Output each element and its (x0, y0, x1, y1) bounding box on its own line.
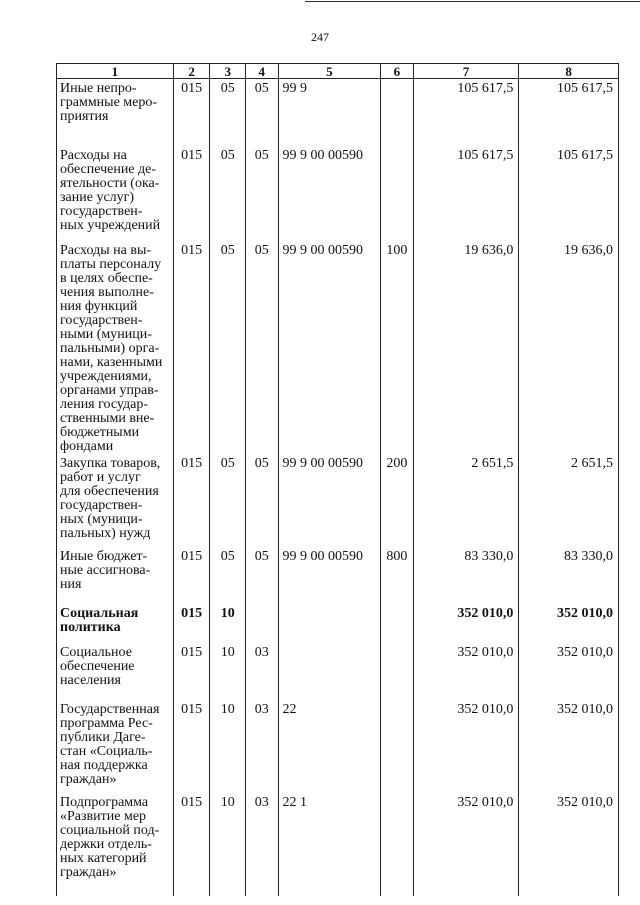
cell-expense-type: 100 (381, 241, 414, 454)
cell-section: 05 (210, 547, 246, 604)
cell-expense-type: 800 (381, 547, 414, 604)
table-body (57, 79, 619, 897)
cell-amount-col8: 352 010,0 (519, 793, 619, 896)
cell-target-article: 99 9 00 00590 (278, 454, 381, 547)
row-label: Социальное обеспечение населения (57, 643, 174, 700)
col-header-7: 7 (413, 64, 519, 79)
col-header-4: 4 (246, 64, 279, 79)
cell-section: 05 (210, 241, 246, 454)
row-label: Подпрограмма «Развитие мер социальной под- держки отдель- ных категорий граждан» (57, 793, 174, 896)
cell-subsection: 05 (246, 547, 279, 604)
cell-amount-col7: 352 010,0 (413, 604, 519, 643)
cell-amount-col7: 2 651,5 (413, 454, 519, 547)
col-header-8: 8 (519, 64, 619, 79)
row-label: Расходы на обеспечение де- ятельности (ока- зание услуг) государствен- ных учреждений (57, 146, 174, 241)
table-row (57, 700, 619, 793)
cell-amount-col8: 105 617,5 (519, 146, 619, 241)
cell-subsection: 05 (246, 146, 279, 241)
col-header-1: 1 (57, 64, 174, 79)
budget-table (56, 63, 619, 896)
cell-amount-col8: 105 617,5 (519, 79, 619, 147)
top-rule (305, 1, 640, 2)
table-row (57, 79, 619, 147)
cell-expense-type (381, 643, 414, 700)
table-row (57, 793, 619, 896)
cell-expense-type (381, 793, 414, 896)
table-row (57, 241, 619, 454)
col-header-6: 6 (381, 64, 414, 79)
cell-amount-col7: 352 010,0 (413, 700, 519, 793)
cell-target-article (278, 643, 381, 700)
row-label: Государственная программа Рес- публики Даге- стан «Социаль- ная поддержка граждан» (57, 700, 174, 793)
cell-target-article: 99 9 (278, 79, 381, 147)
cell-amount-col8: 352 010,0 (519, 643, 619, 700)
cell-target-article: 22 1 (278, 793, 381, 896)
cell-target-article: 99 9 00 00590 (278, 241, 381, 454)
cell-section: 10 (210, 643, 246, 700)
row-label: Расходы на вы- платы персоналу в целях обеспе- чения выполне- ния функций государствен- ными (муници- пальными) орга- нами, казенными учреждениями, органами управ- ления государ- ственными вне- бюджетными фондами (57, 241, 174, 454)
cell-section: 05 (210, 79, 246, 147)
cell-expense-type (381, 79, 414, 147)
col-header-3: 3 (210, 64, 246, 79)
cell-subsection: 05 (246, 79, 279, 147)
header-row (57, 64, 619, 79)
cell-amount-col8: 2 651,5 (519, 454, 619, 547)
cell-amount-col8: 352 010,0 (519, 700, 619, 793)
cell-target-article: 22 (278, 700, 381, 793)
cell-amount-col7: 19 636,0 (413, 241, 519, 454)
cell-ministry-code: 015 (173, 454, 210, 547)
cell-amount-col8: 19 636,0 (519, 241, 619, 454)
cell-amount-col8: 352 010,0 (519, 604, 619, 643)
cell-expense-type: 200 (381, 454, 414, 547)
table-row (57, 547, 619, 604)
cell-target-article (278, 604, 381, 643)
cell-subsection: 05 (246, 241, 279, 454)
cell-ministry-code: 015 (173, 146, 210, 241)
table-row (57, 454, 619, 547)
cell-section: 10 (210, 793, 246, 896)
cell-amount-col7: 105 617,5 (413, 146, 519, 241)
cell-section: 05 (210, 454, 246, 547)
cell-ministry-code: 015 (173, 241, 210, 454)
col-header-2: 2 (173, 64, 210, 79)
row-label: Иные бюджет- ные ассигнова- ния (57, 547, 174, 604)
cell-expense-type (381, 700, 414, 793)
cell-amount-col7: 352 010,0 (413, 643, 519, 700)
cell-section: 10 (210, 604, 246, 643)
cell-amount-col7: 105 617,5 (413, 79, 519, 147)
table-row (57, 643, 619, 700)
cell-ministry-code: 015 (173, 643, 210, 700)
page-number: 247 (311, 30, 329, 44)
cell-amount-col8: 83 330,0 (519, 547, 619, 604)
cell-section: 05 (210, 146, 246, 241)
cell-expense-type (381, 146, 414, 241)
cell-amount-col7: 352 010,0 (413, 793, 519, 896)
cell-ministry-code: 015 (173, 547, 210, 604)
cell-target-article: 99 9 00 00590 (278, 146, 381, 241)
cell-subsection: 03 (246, 643, 279, 700)
cell-ministry-code: 015 (173, 793, 210, 896)
cell-subsection: 03 (246, 700, 279, 793)
table-row (57, 146, 619, 241)
cell-amount-col7: 83 330,0 (413, 547, 519, 604)
cell-subsection: 05 (246, 454, 279, 547)
row-label: Иные непро- граммные меро- приятия (57, 79, 174, 147)
col-header-5: 5 (278, 64, 381, 79)
cell-ministry-code: 015 (173, 700, 210, 793)
cell-ministry-code: 015 (173, 604, 210, 643)
cell-expense-type (381, 604, 414, 643)
cell-section: 10 (210, 700, 246, 793)
cell-subsection (246, 604, 279, 643)
row-label: Социальная политика (57, 604, 174, 643)
cell-subsection: 03 (246, 793, 279, 896)
table-row (57, 604, 619, 643)
cell-ministry-code: 015 (173, 79, 210, 147)
cell-target-article: 99 9 00 00590 (278, 547, 381, 604)
row-label: Закупка товаров, работ и услуг для обеспечения государствен- ных (муници- пальных) нужд (57, 454, 174, 547)
